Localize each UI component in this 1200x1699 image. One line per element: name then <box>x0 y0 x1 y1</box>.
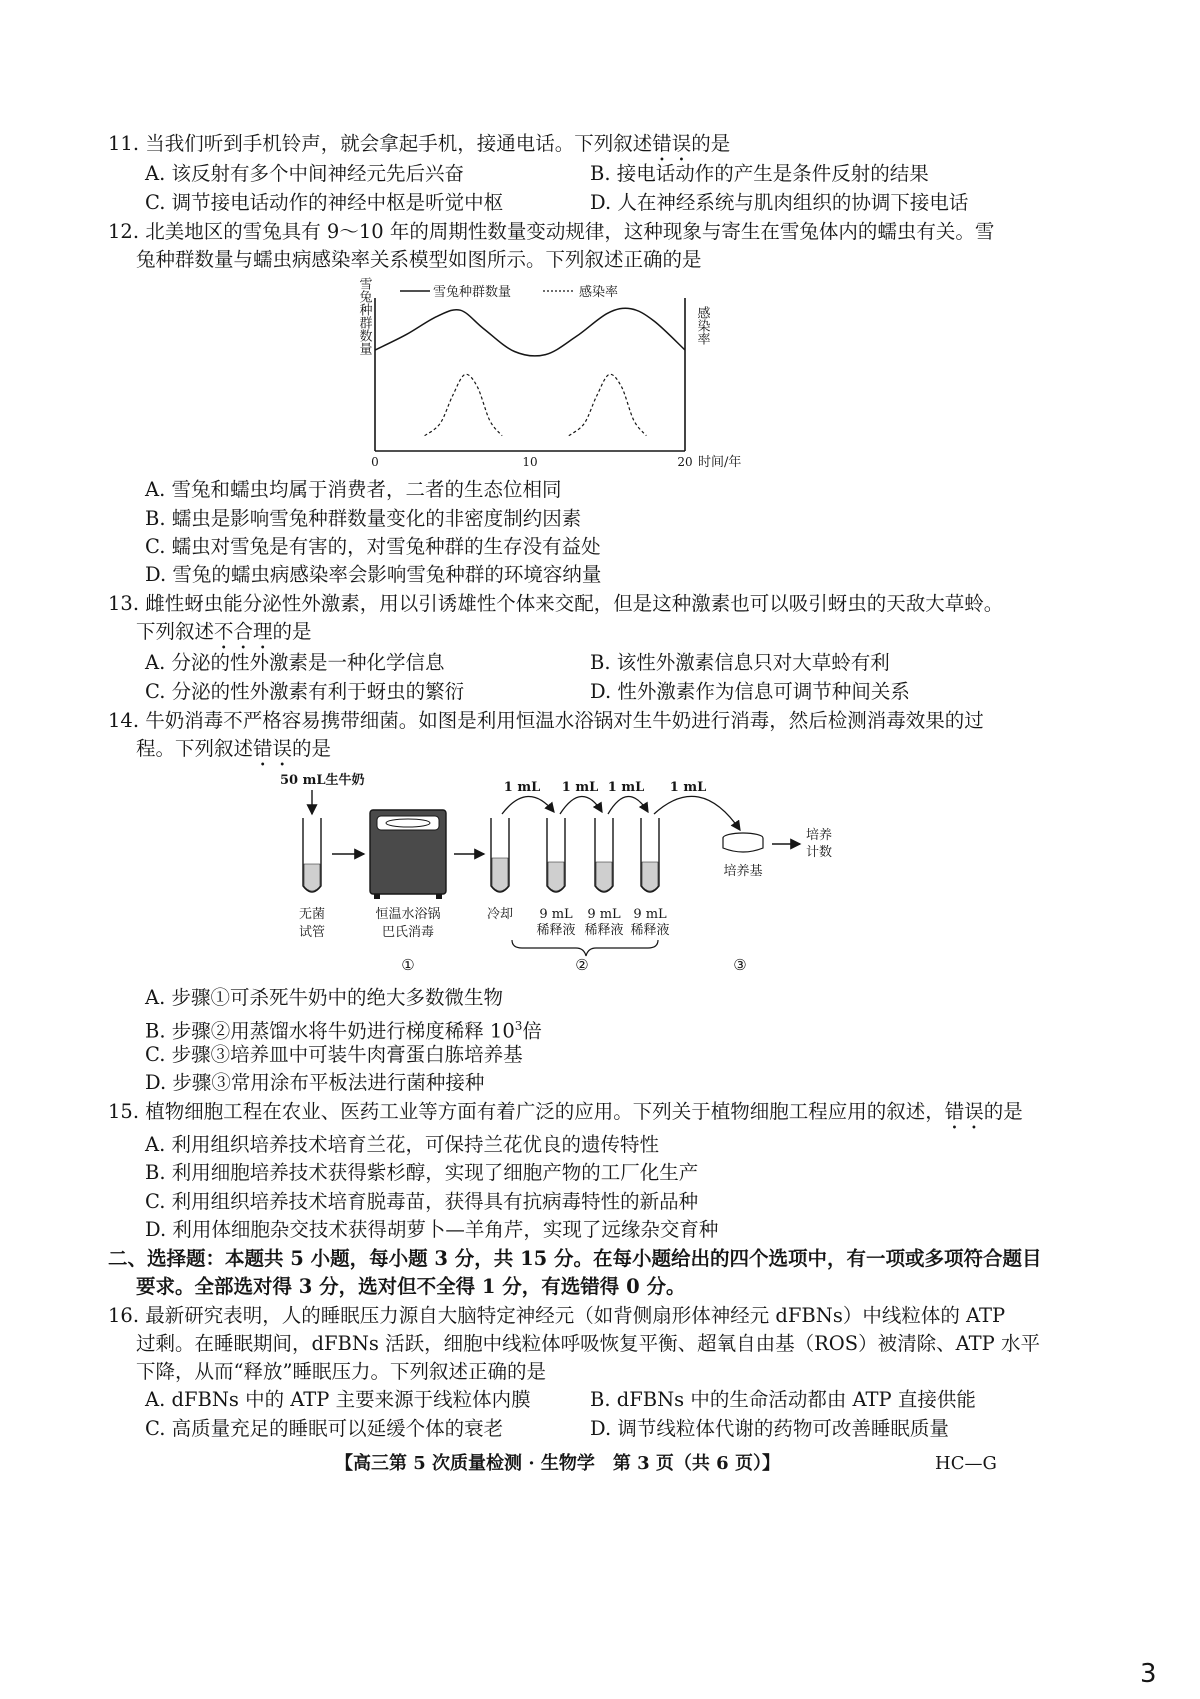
dilution-tube <box>595 818 613 892</box>
step2-bracket <box>512 940 658 956</box>
diluent-label: 稀释液 <box>536 923 576 938</box>
q14-option-a: A. 步骤①可杀死牛奶中的绝大多数微生物 <box>145 986 503 1009</box>
diluent-label: 稀释液 <box>584 923 624 938</box>
q13-stem-line1: 13. 雌性蚜虫能分泌性外激素，用以引诱雄性个体来交配，但是这种激素也可以吸引蚜虫的天敌大草蛉。 <box>108 592 1004 615</box>
section-2-heading-line2: 要求。全部选对得 3 分，选对但不全得 1 分，有选错得 0 分。 <box>136 1275 686 1298</box>
page-number: 3 <box>1140 1659 1157 1689</box>
transfer-arrow-2 <box>560 796 602 814</box>
y-label-left: 雪兔种群数量 <box>356 277 372 355</box>
q15-option-a: A. 利用组织培养技术培育兰花，可保持兰花优良的遗传特性 <box>145 1133 659 1156</box>
legend-solid-label: 雪兔种群数量 <box>433 285 512 300</box>
q16-option-d: D. 调节线粒体代谢的药物可改善睡眠质量 <box>590 1417 949 1440</box>
cooled-milk-tube <box>491 818 509 892</box>
population-infection-chart <box>345 276 775 476</box>
diluent-label: 稀释液 <box>630 923 670 938</box>
q11-option-b: B. 接电话动作的产生是条件反射的结果 <box>590 162 929 185</box>
q12-option-b: B. 蠕虫是影响雪兔种群数量变化的非密度制约因素 <box>145 507 582 530</box>
x-axis-label: 时间/年 <box>698 455 742 470</box>
q15-option-c: C. 利用组织培养技术培育脱毒苗，获得具有抗病毒特性的新品种 <box>145 1190 699 1213</box>
cooling-label: 冷却 <box>486 907 514 922</box>
transfer-arrow-3 <box>608 796 648 814</box>
q13-option-b: B. 该性外激素信息只对大草蛉有利 <box>590 651 890 674</box>
medium-label: 培养基 <box>723 864 763 879</box>
section-2-heading-line1: 二、选择题：本题共 5 小题，每小题 3 分，共 15 分。在每小题给出的四个选项中，有一项或多项符合题目 <box>108 1247 1042 1270</box>
x-tick-label: 0 <box>371 455 379 469</box>
diluent-volume-label: 9 mL <box>587 907 621 922</box>
transfer-arrow-4 <box>654 796 740 830</box>
q14-stem-line1: 14. 牛奶消毒不严格容易携带细菌。如图是利用恒温水浴锅对生牛奶进行消毒，然后检测消毒效果的过 <box>108 709 984 732</box>
culture-count-label-1: 培养 <box>806 828 833 843</box>
q12-option-d: D. 雪兔的蠕虫病感染率会影响雪兔种群的环境容纳量 <box>145 563 602 586</box>
sterile-test-tube <box>303 818 321 892</box>
y-label-right: 感染率 <box>694 306 710 345</box>
q16-stem-line3: 下降，从而“释放”睡眠压力。下列叙述正确的是 <box>136 1360 546 1383</box>
hare-population-line <box>375 308 685 356</box>
q12-stem-line2: 兔种群数量与蠕虫病感染率关系模型如图所示。下列叙述正确的是 <box>136 248 702 271</box>
q14-option-b: B. 步骤②用蒸馏水将牛奶进行梯度稀释 $10^3$倍 <box>145 1019 542 1043</box>
diluent-volume-label: 9 mL <box>539 907 573 922</box>
q12-option-c: C. 蠕虫对雪兔是有害的，对雪兔种群的生存没有益处 <box>145 535 601 558</box>
q16-option-c: C. 高质量充足的睡眠可以延缓个体的衰老 <box>145 1417 504 1440</box>
step-1-marker: ① <box>401 956 415 974</box>
pasteurization-label: 巴氏消毒 <box>381 925 435 940</box>
page-footer-title: 【高三第 5 次质量检测 · 生物学 第 3 页（共 6 页）】 <box>335 1453 780 1474</box>
q16-stem-line1: 16. 最新研究表明，人的睡眠压力源自大脑特定神经元（如背侧扇形体神经元 dFBNs）中线粒体的 ATP <box>108 1304 1006 1327</box>
step-2-marker: ② <box>575 956 589 974</box>
dilution-tube <box>547 818 565 892</box>
water-bath-label: 恒温水浴锅 <box>375 907 441 922</box>
transfer-volume-label: 1 mL <box>561 780 599 795</box>
diluent-volume-label: 9 mL <box>633 907 667 922</box>
q11-option-d: D. 人在神经系统与肌肉组织的协调下接电话 <box>590 191 969 214</box>
q13-option-a: A. 分泌的性外激素是一种化学信息 <box>145 651 445 674</box>
q14-option-d: D. 步骤③常用涂布平板法进行菌种接种 <box>145 1071 485 1094</box>
q13-option-d: D. 性外激素作为信息可调节种间关系 <box>590 680 910 703</box>
sterile-tube-label-2: 试管 <box>298 925 326 940</box>
exam-code: HC—G <box>935 1453 997 1474</box>
q12-option-a: A. 雪兔和蠕虫均属于消费者，二者的生态位相同 <box>145 478 562 501</box>
transfer-volume-label: 1 mL <box>669 780 707 795</box>
q13-stem-line2: 下列叙述不合理的是 <box>136 620 312 643</box>
culture-count-label-2: 计数 <box>806 845 833 860</box>
transfer-arrow-1 <box>502 796 554 814</box>
x-tick-label: 20 <box>677 455 693 469</box>
step-3-marker: ③ <box>733 956 747 974</box>
culture-dish <box>723 833 763 852</box>
q16-option-a: A. dFBNs 中的 ATP 主要来源于线粒体内膜 <box>145 1388 531 1411</box>
infection-rate-line <box>425 374 503 435</box>
sterile-tube-label-1: 无菌 <box>298 907 326 922</box>
q15-stem: 15. 植物细胞工程在农业、医药工业等方面有着广泛的应用。下列关于植物细胞工程应用的叙述，错误的是 <box>108 1100 1023 1123</box>
infection-rate-line <box>569 374 647 435</box>
q11-option-c: C. 调节接电话动作的神经中枢是听觉中枢 <box>145 191 504 214</box>
q11-option-a: A. 该反射有多个中间神经元先后兴奋 <box>145 162 464 185</box>
q11-stem: 11. 当我们听到手机铃声，就会拿起手机，接通电话。下列叙述错误的是 <box>108 132 731 155</box>
q16-option-b: B. dFBNs 中的生命活动都由 ATP 直接供能 <box>590 1388 976 1411</box>
x-tick-label: 10 <box>522 455 538 469</box>
legend-dashed-label: 感染率 <box>579 285 619 300</box>
transfer-volume-label: 1 mL <box>607 780 645 795</box>
raw-milk-label: 50 mL生牛奶 <box>280 773 365 788</box>
q14-stem-line2: 程。下列叙述错误的是 <box>136 737 332 760</box>
milk-disinfection-diagram <box>270 760 870 985</box>
q16-stem-line2: 过剩。在睡眠期间，dFBNs 活跃，细胞中线粒体呼吸恢复平衡、超氧自由基（ROS）被清除、ATP 水平 <box>136 1332 1040 1355</box>
transfer-volume-label: 1 mL <box>503 780 541 795</box>
q12-stem-line1: 12. 北美地区的雪兔具有 9～10 年的周期性数量变动规律，这种现象与寄生在雪兔体内的蠕虫有关。雪 <box>108 220 995 243</box>
q15-option-d: D. 利用体细胞杂交技术获得胡萝卜—羊角芹，实现了远缘杂交育种 <box>145 1218 719 1241</box>
q14-option-c: C. 步骤③培养皿中可装牛肉膏蛋白胨培养基 <box>145 1043 523 1066</box>
q13-option-c: C. 分泌的性外激素有利于蚜虫的繁衍 <box>145 680 465 703</box>
water-bath <box>370 810 446 899</box>
dilution-tube <box>641 818 659 892</box>
q15-option-b: B. 利用细胞培养技术获得紫杉醇，实现了细胞产物的工厂化生产 <box>145 1161 699 1184</box>
